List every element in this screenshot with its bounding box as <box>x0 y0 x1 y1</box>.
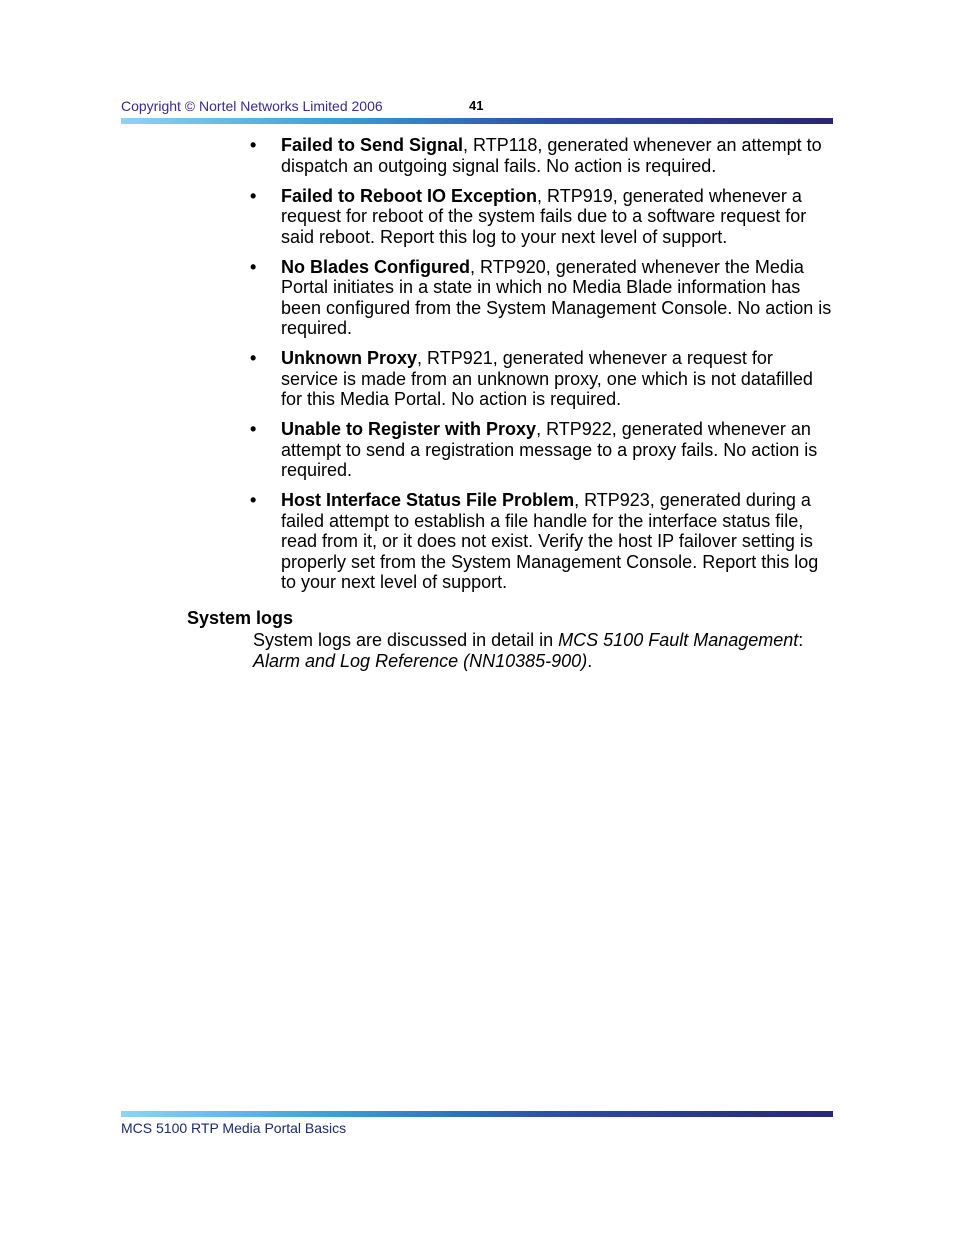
page-number: 41 <box>469 98 484 113</box>
log-term: No Blades Configured <box>281 256 471 277</box>
list-item <box>250 257 832 339</box>
footer-rule <box>121 1111 833 1117</box>
log-term: Unable to Register with Proxy <box>281 419 537 439</box>
log-term: Host Interface Status File Problem <box>281 490 575 510</box>
bullet-icon: • <box>250 135 257 155</box>
bullet-icon: • <box>250 348 257 368</box>
list-item <box>250 348 832 410</box>
reference-subtitle: Alarm and Log Reference (NN10385-900) <box>253 651 588 671</box>
header-rule <box>121 118 833 124</box>
system-logs-paragraph <box>253 630 833 672</box>
footer-document-title: MCS 5100 RTP Media Portal Basics <box>121 1120 347 1136</box>
bullet-icon: • <box>250 185 257 206</box>
log-description: , RTP118, generated whenever an attempt to dispatch an outgoing signal fails. No action is required. <box>281 135 822 176</box>
header-copyright: Copyright © Nortel Networks Limited 2006 <box>121 98 383 114</box>
list-item <box>250 186 832 248</box>
system-logs-intro: System logs are discussed in detail in <box>253 630 559 650</box>
log-description: , RTP919, generated whenever a request for reboot of the system fails due to a software request for said reboot. Report this log to your next level of support. <box>281 185 807 247</box>
log-description: , RTP923, generated during a failed attempt to establish a file handle for the interface status file, read from it, or it does not exist. Verify the host IP failover setting is properly set from the System Management Console. Report this log to your next level of support. <box>281 490 819 592</box>
bullet-icon: • <box>250 490 257 510</box>
reference-colon: : <box>798 630 804 650</box>
log-term: Failed to Send Signal <box>281 135 464 155</box>
log-description: , RTP922, generated whenever an attempt to send a registration message to a proxy fails. No action is required. <box>281 419 818 480</box>
log-description: , RTP921, generated whenever a request for service is made from an unknown proxy, one which is not datafilled for this Media Portal. No action is required. <box>281 348 813 409</box>
bullet-icon: • <box>250 419 257 439</box>
section-heading-system-logs: System logs <box>187 608 294 628</box>
list-item <box>250 419 832 481</box>
list-item <box>250 135 832 176</box>
log-term: Failed to Reboot IO Exception <box>281 185 538 206</box>
bullet-icon: • <box>250 256 257 277</box>
list-item <box>250 490 832 593</box>
reference-period: . <box>587 651 593 671</box>
reference-title: MCS 5100 Fault Management <box>558 630 799 650</box>
log-term: Unknown Proxy <box>281 348 418 368</box>
log-bullet-list <box>250 135 832 602</box>
log-description: , RTP920, generated whenever the Media Portal initiates in a state in which no Media Blade information has been configured from the System Management Console. No action is required. <box>281 256 832 338</box>
